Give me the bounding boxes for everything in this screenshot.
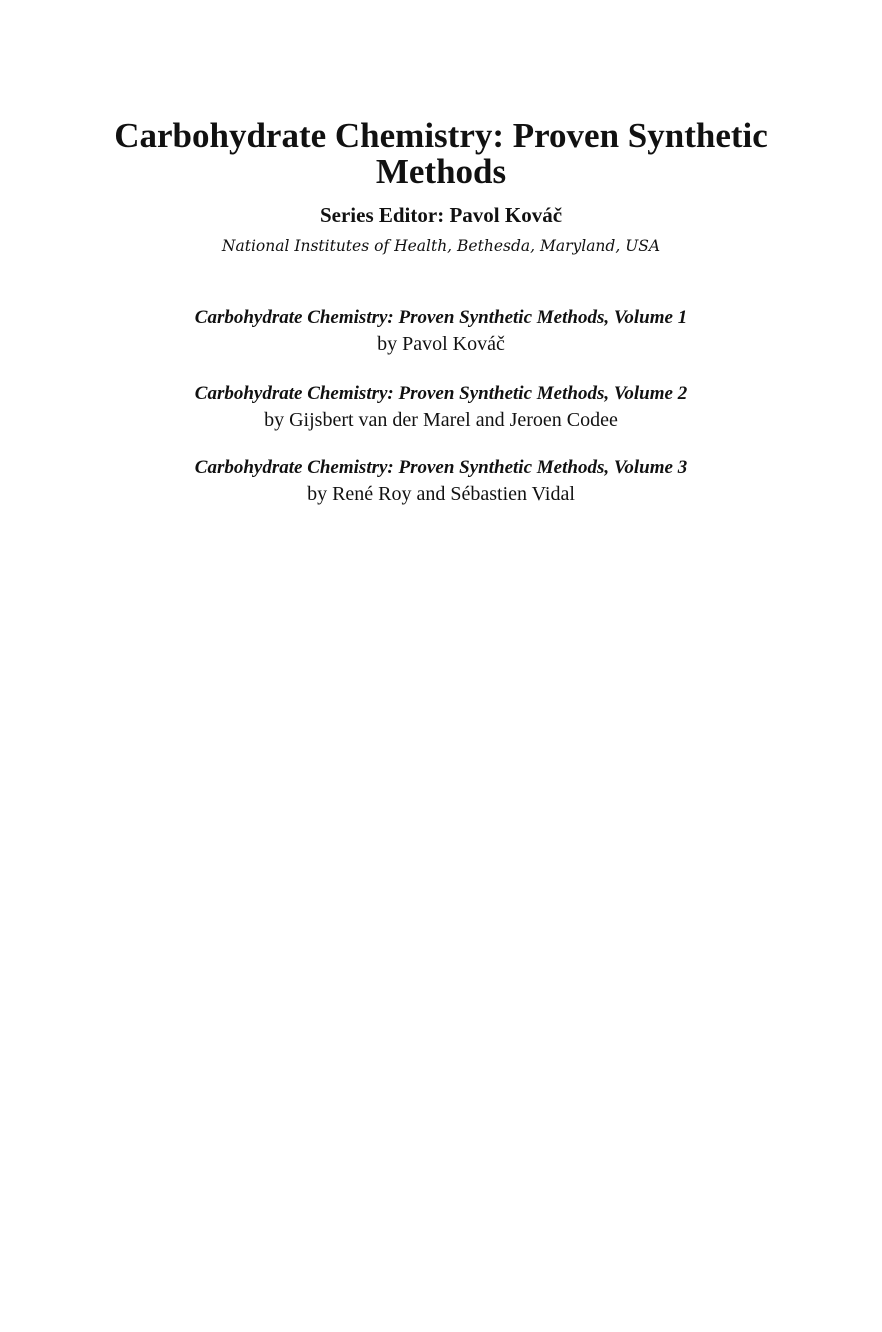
volume-entry-1 xyxy=(91,304,791,358)
volume-authors: by Pavol Kováč xyxy=(377,333,505,355)
volume-authors: by Gijsbert van der Marel and Jeroen Codee xyxy=(264,409,618,431)
volume-authors: by René Roy and Sébastien Vidal xyxy=(307,483,575,505)
series-editor: Series Editor: Pavol Kováč xyxy=(319,203,563,227)
volume-entry-3 xyxy=(91,454,791,508)
volume-title: Carbohydrate Chemistry: Proven Synthetic Methods, Volume 1 xyxy=(194,307,688,328)
volume-title: Carbohydrate Chemistry: Proven Synthetic Methods, Volume 2 xyxy=(194,383,688,404)
editor-affiliation: National Institutes of Health, Bethesda, Maryland, USA xyxy=(221,237,661,255)
series-title: Carbohydrate Chemistry: Proven Synthetic Methods xyxy=(114,116,768,191)
volume-title: Carbohydrate Chemistry: Proven Synthetic Methods, Volume 3 xyxy=(194,457,688,478)
volume-entry-2 xyxy=(91,380,791,434)
